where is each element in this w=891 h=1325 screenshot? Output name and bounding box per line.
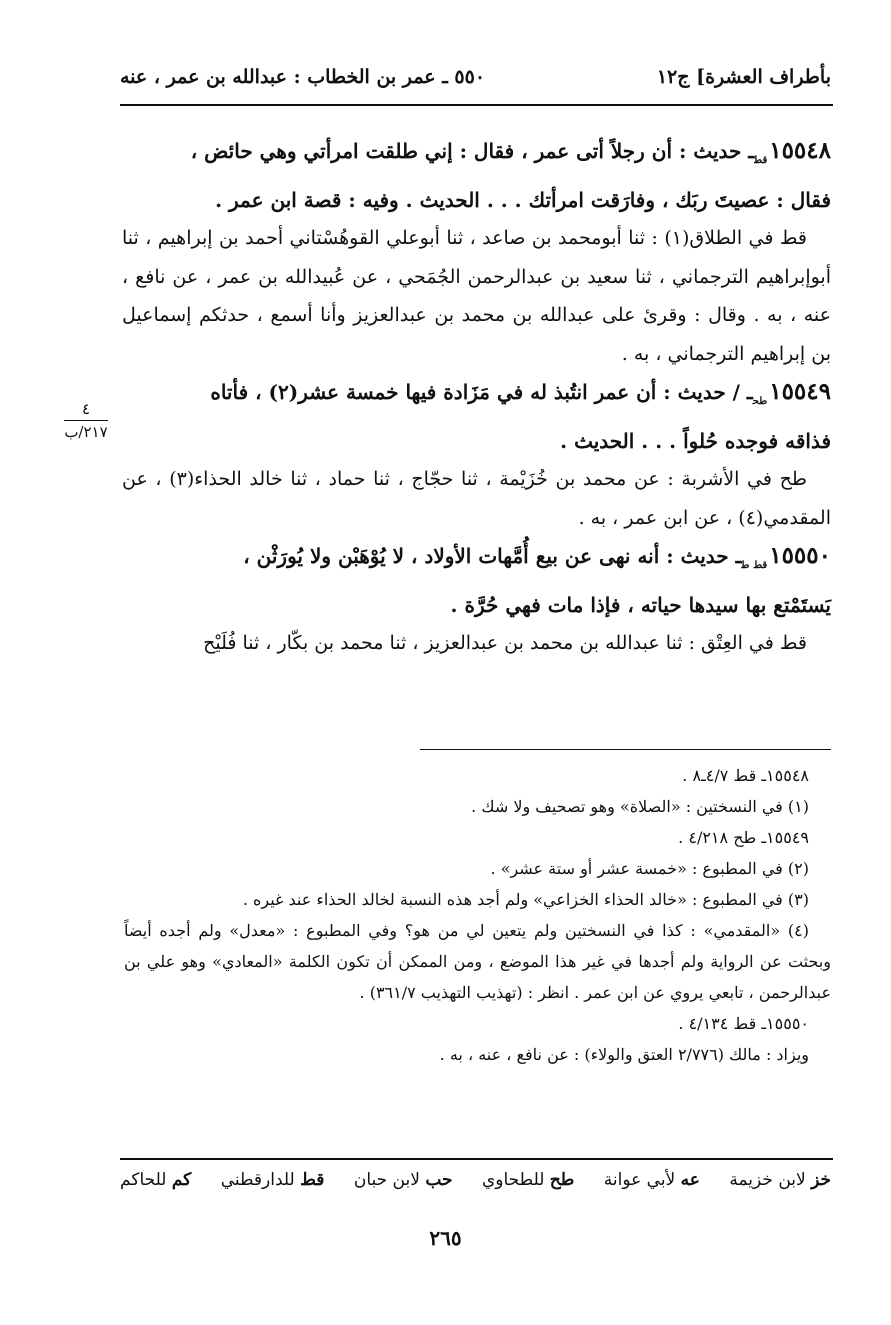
hadith-sigla: طح: [752, 396, 768, 407]
abbreviation-code: كم: [171, 1170, 192, 1190]
hadith-text-line1: ـ / حديث : أن عمر انتُبذ له في مَزَادة فيها خمسة عشر(٢) ، فأتاه: [210, 380, 753, 404]
hadith-text-line2: فذاقه فوجده حُلواً . . . الحديث .: [560, 428, 831, 453]
hadith-text-line1: ـ حديث : أن رجلاً أتى عمر ، فقال : إني طلقت امرأتي وهي حائض ،: [190, 139, 755, 163]
abbreviation-name: للدارقطني: [220, 1170, 295, 1190]
hadith-text-line2: يَستَمْتع بها سيدها حياته ، فإذا مات فهي حُرَّة .: [450, 592, 831, 617]
abbreviation-item: [729, 1170, 831, 1190]
abbreviation-code: حب: [425, 1170, 453, 1190]
manuscript-folio-note: [58, 400, 114, 441]
footnote: (٤) «المقدمي» : كذا في النسختين ولم يتعين لي من هو؟ وفي المطبوع : «معدل» ولم أجده أيضاً وبحثت عن الرواية ولم أجدها في غير هذا الموضع ، ومن الممكن أن تكون الكلمة «المعادي» وهو علي بن عبدالرحمن ، تابعي يروي عن ابن عمر . انظر : (تهذيب التهذيب ٣٦١/٧) .: [124, 921, 831, 1002]
footnote: (١) في النسختين : «الصلاة» وهو تصحيف ولا شك .: [471, 797, 809, 816]
abbreviation-item: [354, 1170, 453, 1190]
footnote-divider: [420, 749, 831, 750]
hadith-text-line1: ـ حديث : أنه نهى عن بيع أُمَّهات الأولاد ، لا يُوْهَبْن ولا يُورَثْن ،: [243, 544, 742, 568]
footnote: (٣) في المطبوع : «خالد الحذاء الخزاعي» ولم أجد هذه النسبة لخالد الحذاء عند غيره .: [242, 890, 809, 909]
isnad-paragraph: طح في الأشربة : عن محمد بن خُزَيْمة ، ثنا حجّاج ، ثنا حماد ، ثنا خالد الحذاء(٣) ، عن المقدمي(٤) ، عن ابن عمر ، به .: [122, 468, 831, 529]
abbreviation-item: [120, 1170, 191, 1190]
header-book-volume: بأطراف العشرة] ج١٢: [656, 66, 831, 88]
footnote: (٢) في المطبوع : «خمسة عشر أو ستة عشر» .: [490, 859, 809, 878]
abbreviation-name: لابن حبان: [353, 1170, 420, 1190]
footnotes: [124, 760, 831, 1070]
footnote: ١٥٥٤٨ـ قط ٤/٧ـ٨ .: [682, 766, 809, 785]
abbreviation-item: [604, 1170, 700, 1190]
isnad-paragraph: قط في العِتْق : ثنا عبدالله بن محمد بن عبدالعزيز ، ثنا محمد بن بكّار ، ثنا فُلَيْح: [203, 632, 807, 654]
running-header: [120, 62, 831, 92]
hadith-text-line2: فقال : عصيتَ ربَك ، وفارَقت امرأتك . . . الحديث . وفيه : قصة ابن عمر .: [215, 187, 831, 212]
hadith-entry: [122, 537, 831, 624]
hadith-entry: [122, 373, 831, 460]
header-chapter-title: ٥٥٠ ـ عمر بن الخطاب : عبدالله بن عمر ، عنه: [120, 66, 486, 88]
hadith-entry: [122, 132, 831, 219]
abbreviation-code: طح: [549, 1170, 575, 1190]
hadith-sigla: قط ط: [741, 560, 768, 571]
hadith-sigla: قط: [754, 155, 768, 166]
abbreviation-item: [482, 1170, 574, 1190]
footnote: ١٥٥٤٩ـ طح ٤/٢١٨ .: [678, 828, 809, 847]
folio-note-top: ٤: [81, 400, 91, 418]
footnote: ١٥٥٥٠ـ قط ٤/١٣٤ .: [678, 1014, 809, 1033]
hadith-number: ١٥٥٥٠: [769, 542, 831, 569]
abbreviation-code: خز: [811, 1170, 831, 1190]
abbreviation-code: عه: [680, 1170, 700, 1190]
abbreviation-name: لابن خزيمة: [729, 1170, 806, 1190]
abbreviation-name: للحاكم: [120, 1170, 167, 1190]
isnad-paragraph: قط في الطلاق(١) : ثنا أبومحمد بن صاعد ، ثنا أبوعلي القوهُسْتاني أحمد بن إبراهيم ، ثنا أبوإبراهيم الترجماني ، ثنا سعيد بن عبدالرحمن الجُمَحي ، عن عُبيدالله بن عمر ، عن نافع ، عنه ، به . وقال : وقرئ على عبدالله بن محمد بن عبدالعزيز وأنا أسمع ، حدثكم إسماعيل بن إبراهيم الترجماني ، به .: [122, 227, 831, 365]
hadith-number: ١٥٥٤٩: [769, 378, 831, 405]
abbreviation-divider: [120, 1158, 833, 1160]
abbreviation-name: للطحاوي: [481, 1170, 545, 1190]
abbreviation-code: قط: [300, 1170, 325, 1190]
header-divider: [120, 104, 833, 106]
abbreviation-item: [221, 1170, 325, 1190]
main-text: [122, 132, 831, 663]
abbreviation-name: لأبي عوانة: [603, 1170, 676, 1190]
abbreviation-key: [120, 1170, 831, 1190]
footnote: ويزاد : مالك (٢/٧٧٦ العتق والولاء) : عن نافع ، عنه ، به .: [439, 1045, 809, 1064]
hadith-number: ١٥٥٤٨: [769, 137, 831, 164]
page-number: ٢٦٥: [429, 1226, 462, 1250]
folio-note-bottom: ٢١٧/ب: [64, 423, 108, 441]
folio-note-rule: [64, 420, 108, 421]
